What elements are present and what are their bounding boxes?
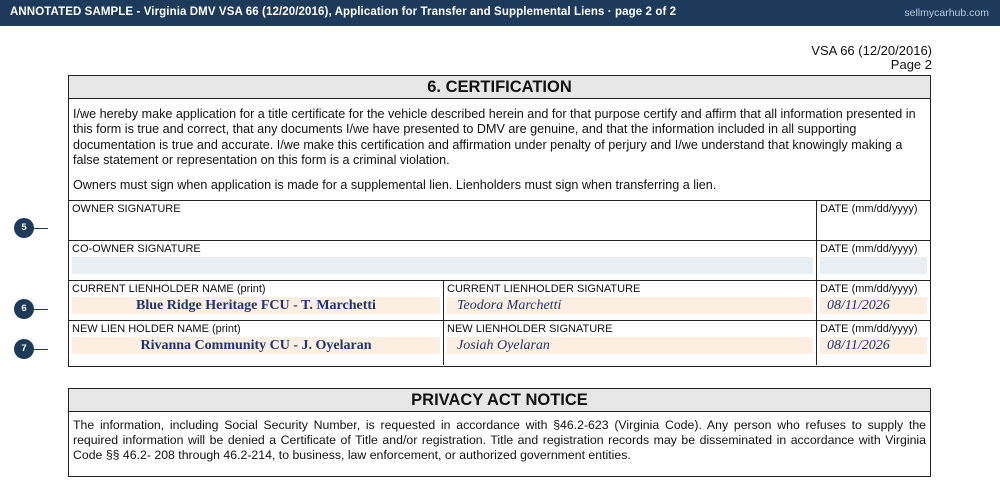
certification-section: [68, 75, 931, 367]
new-lienholder-signature-field[interactable]: [447, 337, 813, 354]
annotation-leader: [34, 228, 48, 229]
coowner-signature-label: CO-OWNER SIGNATURE: [72, 243, 201, 255]
annotation-badge-6: 6: [14, 299, 34, 319]
current-lienholder-date-field[interactable]: [820, 297, 927, 314]
annotation-banner: [0, 0, 1000, 26]
privacy-heading: PRIVACY ACT NOTICE: [69, 389, 930, 412]
annotation-badge-7: 7: [14, 339, 34, 359]
current-lienholder-date-value: 08/11/2026: [827, 298, 890, 313]
current-lienholder-date-cell: [816, 281, 930, 321]
certification-statement: I/we hereby make application for a title certificate for the vehicle described herein and for that purpose certify and affirm that all information presented in this form is true and correct, that any documents I/we have presented to DMV are genuine, and that the information included in all supporting documentation is true and accurate. I/we make this certification and affirmation under penalty of perjury and I/we understand that knowingly making a false statement or representation on this form is a criminal violation.: [73, 107, 916, 168]
new-lienholder-name-cell: [69, 321, 443, 365]
coowner-signature-field[interactable]: [72, 257, 813, 274]
current-lienholder-date-label: DATE (mm/dd/yyyy): [820, 283, 918, 295]
owner-signature-cell[interactable]: [69, 201, 816, 241]
annotation-badge-5: 5: [14, 218, 34, 238]
current-lienholder-signature-label: CURRENT LIENHOLDER SIGNATURE: [447, 283, 641, 295]
new-lienholder-signature-value: Josiah Oyelaran: [457, 338, 550, 353]
current-lienholder-name-label: CURRENT LIENHOLDER NAME (print): [72, 283, 266, 295]
privacy-text: The information, including Social Security Number, is requested in accordance with §46.2-623 (Virginia Code). Any person who refuses to supply the required information will be denied a Certificate of Title and/or registration. Title and registration records may be disseminated in accordance with Virginia Code §§ 46.2- 208 through 46.2-214, to business, law enforcement, or authorized government entities.: [73, 418, 926, 462]
annotation-leader: [34, 349, 48, 350]
new-lienholder-signature-cell: [443, 321, 816, 365]
current-lienholder-name-cell: [69, 281, 443, 321]
form-id: [811, 44, 932, 72]
banner-title: ANNOTATED SAMPLE - Virginia DMV VSA 66 (12/20/2016), Application for Transfer and Supplemental Liens · page 2 of 2: [10, 6, 677, 18]
certification-heading: 6. CERTIFICATION: [69, 76, 930, 99]
current-lienholder-signature-field[interactable]: [447, 297, 813, 314]
form-page: Page 2: [890, 57, 932, 72]
coowner-signature-cell: [69, 241, 816, 281]
owner-date-label: DATE (mm/dd/yyyy): [820, 203, 918, 215]
new-lienholder-date-cell: [816, 321, 930, 365]
owner-signature-row: [69, 200, 930, 241]
annotation-leader: [34, 309, 48, 310]
current-lienholder-name-field[interactable]: [72, 297, 440, 314]
new-lienholder-date-label: DATE (mm/dd/yyyy): [820, 323, 918, 335]
coowner-signature-row: [69, 240, 930, 281]
new-lienholder-signature-label: NEW LIENHOLDER SIGNATURE: [447, 323, 613, 335]
owner-date-cell[interactable]: [816, 201, 930, 241]
privacy-notice-section: [68, 388, 931, 477]
new-lienholder-name-label: NEW LIEN HOLDER NAME (print): [72, 323, 241, 335]
current-lienholder-signature-cell: [443, 281, 816, 321]
form-code: VSA 66 (12/20/2016): [811, 43, 932, 58]
new-lienholder-date-field[interactable]: [820, 337, 927, 354]
coowner-date-cell: [816, 241, 930, 281]
coowner-date-label: DATE (mm/dd/yyyy): [820, 243, 918, 255]
current-lienholder-signature-value: Teodora Marchetti: [457, 298, 562, 313]
coowner-date-field[interactable]: [820, 257, 927, 274]
new-lienholder-name-field[interactable]: [72, 337, 440, 354]
banner-site: sellmycarhub.com: [904, 7, 989, 19]
signing-instructions: Owners must sign when application is made for a supplemental lien. Lienholders must sign when transferring a lien.: [73, 178, 717, 192]
current-lienholder-row: [69, 280, 930, 321]
new-lienholder-date-value: 08/11/2026: [827, 338, 890, 353]
owner-signature-label: OWNER SIGNATURE: [72, 203, 181, 215]
new-lienholder-row: [69, 320, 930, 365]
new-lienholder-name-value: Rivanna Community CU - J. Oyelaran: [140, 338, 372, 353]
current-lienholder-name-value: Blue Ridge Heritage FCU - T. Marchetti: [136, 298, 376, 313]
